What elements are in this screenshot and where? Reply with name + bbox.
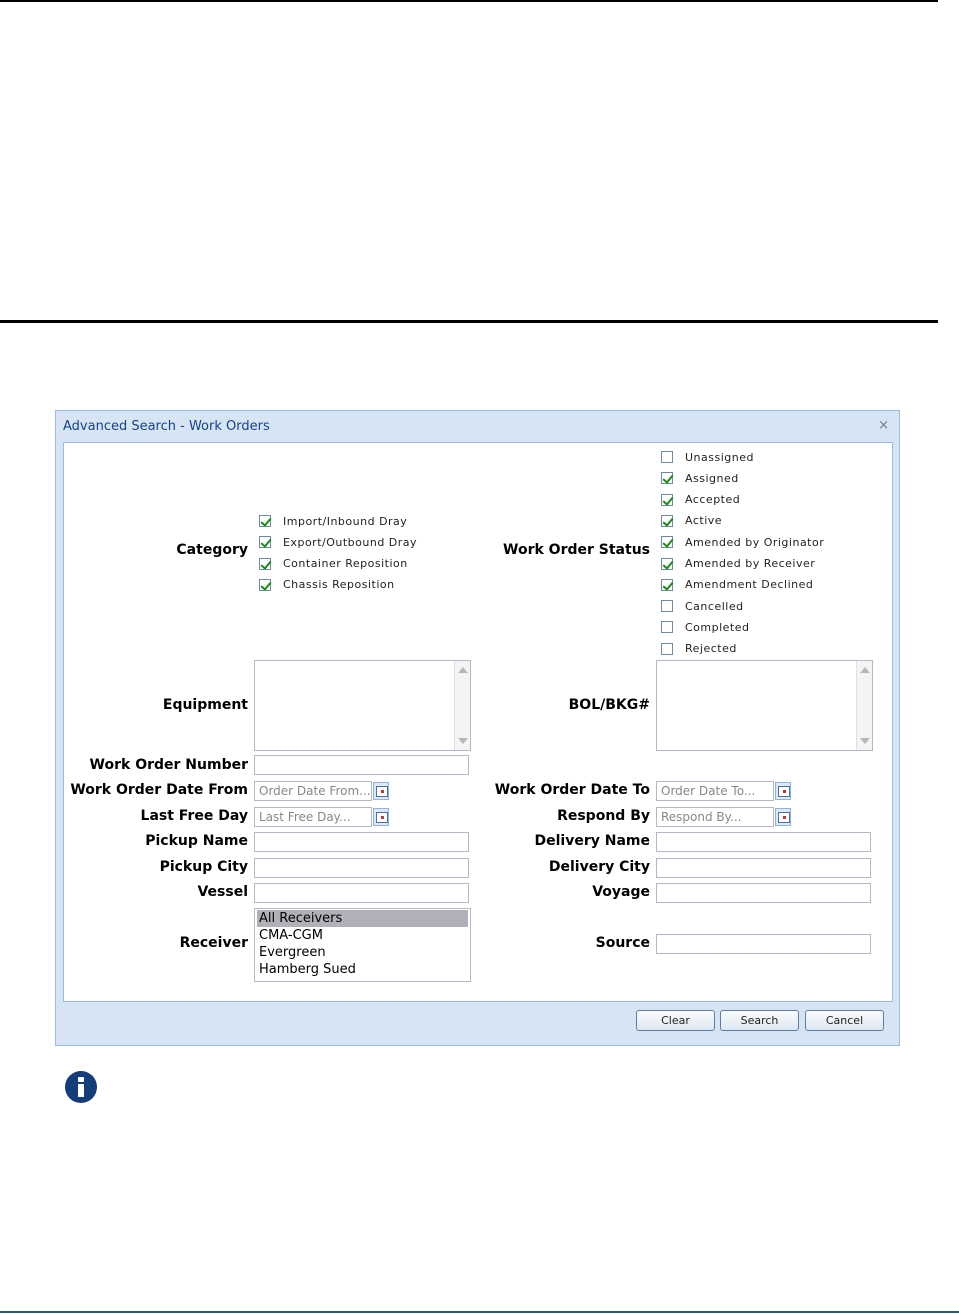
scroll-up-icon[interactable] [458, 667, 468, 673]
cancel-button[interactable]: Cancel [805, 1010, 884, 1031]
category-label: Category [176, 542, 248, 558]
dialog-title: Advanced Search - Work Orders [63, 419, 270, 434]
source-label: Source [595, 935, 650, 951]
checkbox-icon[interactable] [259, 579, 271, 591]
category-checkbox-row[interactable] [259, 512, 407, 530]
checkbox-icon[interactable] [661, 472, 673, 484]
receiver-option[interactable]: CMA-CGM [259, 928, 323, 943]
status-option-label: Amendment Declined [685, 578, 814, 592]
delivery-city-input[interactable] [656, 858, 871, 878]
scroll-up-icon[interactable] [860, 667, 870, 673]
date-to-label: Work Order Date To [494, 782, 650, 798]
vessel-input[interactable] [254, 883, 469, 903]
receiver-option[interactable]: Hamberg Sued [259, 962, 356, 977]
receiver-option[interactable]: Evergreen [259, 945, 326, 960]
date-from-label: Work Order Date From [70, 782, 248, 798]
close-icon[interactable]: × [878, 418, 889, 433]
status-checkbox-row[interactable] [661, 533, 824, 551]
scroll-down-icon[interactable] [860, 738, 870, 744]
pickup-city-input[interactable] [254, 858, 469, 878]
calendar-icon[interactable] [373, 808, 389, 826]
bottom-rule [0, 1311, 959, 1313]
checkbox-icon[interactable] [259, 515, 271, 527]
status-checkbox-row[interactable] [661, 512, 722, 530]
checkbox-icon[interactable] [661, 621, 673, 633]
work-order-status-label: Work Order Status [503, 542, 650, 558]
checkbox-icon[interactable] [661, 536, 673, 548]
date-from-input[interactable]: Order Date From... [254, 781, 372, 801]
advanced-search-dialog [55, 410, 900, 1046]
checkbox-icon[interactable] [259, 536, 271, 548]
calendar-icon[interactable] [775, 808, 791, 826]
status-option-label: Unassigned [685, 450, 754, 464]
checkbox-icon[interactable] [661, 515, 673, 527]
equipment-textarea[interactable] [254, 660, 471, 751]
search-button[interactable]: Search [720, 1010, 799, 1031]
category-option-label: Import/Inbound Dray [283, 514, 408, 528]
checkbox-icon[interactable] [661, 643, 673, 655]
clear-button[interactable]: Clear [636, 1010, 715, 1031]
checkbox-icon[interactable] [661, 558, 673, 570]
work-order-number-label: Work Order Number [89, 757, 248, 773]
calendar-icon[interactable] [775, 782, 791, 800]
category-checkbox-row[interactable] [259, 555, 408, 573]
pickup-city-label: Pickup City [159, 859, 248, 875]
delivery-name-input[interactable] [656, 832, 871, 852]
last-free-day-input[interactable]: Last Free Day... [254, 807, 372, 827]
status-checkbox-row[interactable] [661, 555, 815, 573]
status-option-label: Active [685, 514, 723, 528]
status-option-label: Completed [685, 620, 750, 634]
scroll-down-icon[interactable] [458, 738, 468, 744]
vessel-label: Vessel [197, 884, 248, 900]
checkbox-icon[interactable] [661, 579, 673, 591]
section-rule [0, 320, 938, 323]
respond-by-label: Respond By [557, 808, 650, 824]
last-free-day-label: Last Free Day [140, 808, 248, 824]
status-option-label: Accepted [685, 493, 741, 507]
checkbox-icon[interactable] [661, 600, 673, 612]
receiver-listbox[interactable] [254, 908, 471, 982]
status-option-label: Assigned [685, 471, 739, 485]
source-input[interactable] [656, 934, 871, 954]
pickup-name-label: Pickup Name [145, 833, 248, 849]
category-option-label: Chassis Reposition [283, 578, 395, 592]
checkbox-icon[interactable] [259, 558, 271, 570]
equipment-scrollbar[interactable] [454, 661, 470, 750]
delivery-name-label: Delivery Name [534, 833, 650, 849]
category-checkbox-row[interactable] [259, 576, 395, 594]
category-option-label: Container Reposition [283, 557, 408, 571]
work-order-number-input[interactable] [254, 755, 469, 775]
equipment-label: Equipment [162, 697, 248, 713]
voyage-label: Voyage [592, 884, 650, 900]
dialog-body [63, 442, 893, 1002]
status-checkbox-row[interactable] [661, 597, 744, 615]
status-checkbox-row[interactable] [661, 469, 739, 487]
date-to-input[interactable]: Order Date To... [656, 781, 774, 801]
bol-scrollbar[interactable] [856, 661, 872, 750]
receiver-option[interactable]: All Receivers [257, 910, 468, 927]
receiver-label: Receiver [179, 935, 248, 951]
status-checkbox-row[interactable] [661, 576, 813, 594]
info-icon [65, 1071, 97, 1103]
checkbox-icon[interactable] [661, 451, 673, 463]
bol-label: BOL/BKG# [568, 697, 650, 713]
voyage-input[interactable] [656, 883, 871, 903]
status-checkbox-row[interactable] [661, 640, 737, 658]
delivery-city-label: Delivery City [548, 859, 650, 875]
checkbox-icon[interactable] [661, 494, 673, 506]
status-option-label: Cancelled [685, 599, 744, 613]
category-option-label: Export/Outbound Dray [283, 535, 418, 549]
pickup-name-input[interactable] [254, 832, 469, 852]
category-checkbox-row[interactable] [259, 533, 417, 551]
status-checkbox-row[interactable] [661, 618, 750, 636]
calendar-icon[interactable] [373, 782, 389, 800]
status-option-label: Amended by Receiver [685, 557, 816, 570]
status-option-label: Amended by Originator [685, 535, 825, 549]
status-checkbox-row[interactable] [661, 448, 754, 466]
status-option-label: Rejected [685, 642, 737, 656]
bol-textarea[interactable] [656, 660, 873, 751]
status-checkbox-row[interactable] [661, 491, 740, 509]
top-rule [0, 0, 938, 2]
respond-by-input[interactable]: Respond By... [656, 807, 774, 827]
